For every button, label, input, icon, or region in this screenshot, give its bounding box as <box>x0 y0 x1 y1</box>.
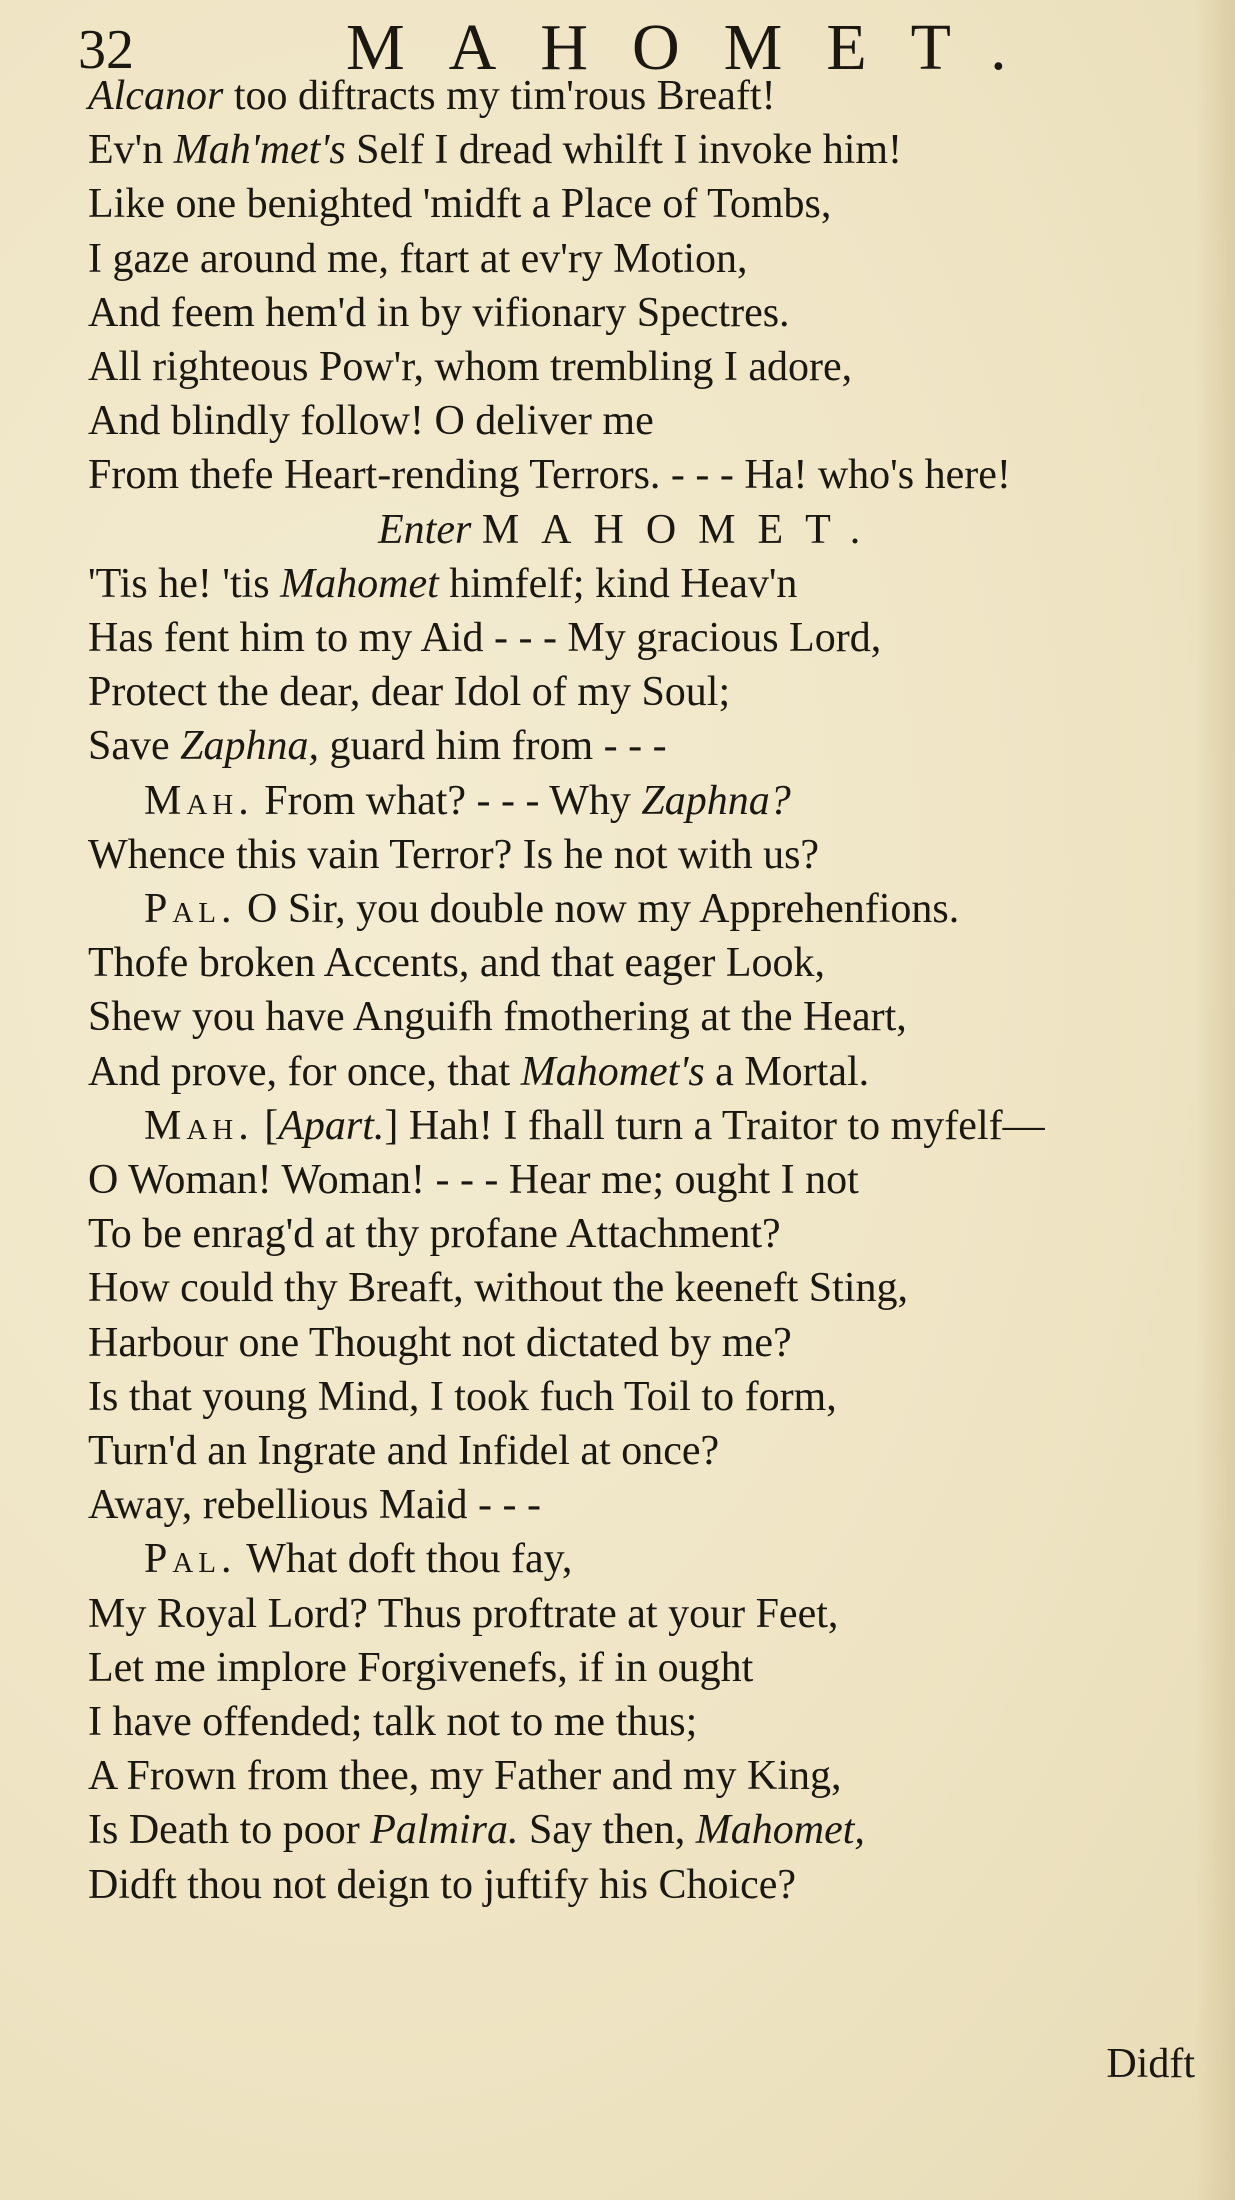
italic-text: Apart. <box>278 1102 385 1149</box>
page-edge-shadow <box>1195 0 1235 2200</box>
verse-line <box>88 1748 842 1804</box>
text-run: Turn'd an Ingrate and Infidel at once? <box>88 1428 720 1474</box>
text-run: Is that young Mind, I took fuch Toil to form, <box>88 1373 837 1420</box>
running-title: MAHOMET. <box>346 11 1051 84</box>
text-run: How could thy Breaft, without the keeneft Sting, <box>88 1265 909 1312</box>
verse-line <box>88 827 819 883</box>
verse-line <box>88 339 852 395</box>
speaker-name: Mah. <box>144 777 254 824</box>
text-run: All righteous Pow'r, whom trembling I adore, <box>88 344 853 390</box>
verse-line <box>88 1857 796 1913</box>
text-run: Let me implore Forgivenefs, if in ought <box>88 1644 754 1691</box>
text-run: Protect the dear, dear Idol of my Soul; <box>88 669 731 716</box>
verse-line <box>88 664 730 720</box>
text-run: My Royal Lord? Thus proftrate at your Feet, <box>88 1590 839 1637</box>
verse-line <box>88 68 776 124</box>
text-run: Like one benighted 'midft a Place of Tombs, <box>88 181 832 228</box>
speaker-line <box>144 881 959 937</box>
verse-line <box>88 447 1011 503</box>
italic-text: Mah'met's <box>173 127 346 174</box>
text-run: Didft thou not deign to juftify his Choice? <box>88 1861 797 1908</box>
verse-line <box>88 176 831 232</box>
text-run: From what? - - - Why <box>253 777 642 824</box>
verse-line <box>88 989 907 1045</box>
text-run: A Frown from thee, my Father and my King, <box>88 1753 842 1800</box>
speaker-line <box>144 1531 572 1587</box>
stage-direction <box>378 502 882 558</box>
verse-line <box>88 231 748 287</box>
text-run: I have offended; talk not to me thus; <box>88 1699 698 1745</box>
speaker-name: Pal. <box>144 1536 237 1583</box>
text-run: guard him from - - - <box>319 723 667 770</box>
verse-line <box>88 1586 838 1642</box>
speaker-line <box>144 1098 1045 1154</box>
italic-text: Zaphna, <box>180 723 320 770</box>
verse-line <box>88 1802 865 1858</box>
italic-text: Zaphna? <box>641 777 791 824</box>
text-run <box>471 507 482 553</box>
text-run: ] Hah! I fhall turn a Traitor to myfelf— <box>384 1102 1045 1149</box>
verse-line <box>88 718 667 774</box>
verse-line <box>88 1694 697 1750</box>
text-run: Self I dread whilft I invoke him! <box>345 127 903 174</box>
italic-text: Palmira. <box>370 1807 519 1854</box>
text-run: Save <box>88 723 181 770</box>
text-run: And feem hem'd in by vifionary Spectres. <box>88 289 790 336</box>
text-run: Say then, <box>518 1807 696 1854</box>
catchword: Didft <box>1106 2041 1195 2087</box>
verse-line <box>88 1423 719 1479</box>
text-run: What doft thou fay, <box>236 1536 573 1583</box>
text-run: Has fent him to my Aid - - - My gracious Lord, <box>88 615 882 661</box>
verse-line <box>88 1640 753 1696</box>
text-run: 'Tis he! 'tis <box>88 560 281 607</box>
text-run: And blindly follow! O deliver me <box>88 398 654 445</box>
text-run: To be enrag'd at thy profane Attachment? <box>88 1211 781 1258</box>
text-run: Ev'n <box>88 127 174 174</box>
text-run: MAHOMET. <box>481 506 883 553</box>
verse-line <box>88 393 654 449</box>
text-run: Away, rebellious Maid - - - <box>88 1482 541 1529</box>
speaker-line <box>144 773 791 829</box>
text-run: O Sir, you double now my Apprehenfions. <box>236 886 960 932</box>
page-number: 32 <box>78 19 134 81</box>
verse-line <box>88 1152 859 1208</box>
verse-line <box>88 1315 792 1371</box>
italic-text: Mahomet <box>280 560 439 607</box>
italic-text: Enter <box>378 506 472 553</box>
speaker-name: Pal. <box>144 886 237 932</box>
text-run: Shew you have Anguifh fmothering at the Heart, <box>88 994 907 1041</box>
text-run: [ <box>253 1102 279 1149</box>
verse-line <box>88 1206 781 1262</box>
verse-line <box>88 556 797 612</box>
text-run: O Woman! Woman! - - - Hear me; ought I not <box>88 1157 859 1203</box>
verse-line <box>88 610 881 666</box>
text-run: himfelf; kind Heav'n <box>438 560 798 607</box>
text-run: a Mortal. <box>704 1048 870 1095</box>
verse-line <box>88 285 790 341</box>
verse-line <box>88 1044 869 1100</box>
text-run: Thofe broken Accents, and that eager Look, <box>88 940 826 987</box>
verse-line <box>88 1477 541 1533</box>
italic-text: Mahomet's <box>520 1048 705 1095</box>
text-run: And prove, for once, that <box>88 1048 521 1095</box>
speaker-name: Mah. <box>144 1102 254 1149</box>
verse-line <box>88 122 902 178</box>
text-run: From thefe Heart-rending Terrors. - - - Ha! who's here! <box>88 452 1011 499</box>
italic-text: Mahomet, <box>695 1807 865 1854</box>
text-run: Is Death to poor <box>88 1807 371 1854</box>
text-run: Whence this vain Terror? Is he not with us? <box>88 831 820 878</box>
verse-line <box>88 1260 908 1316</box>
verse-line <box>88 935 825 991</box>
text-run: too diftracts my tim'rous Breaft! <box>223 73 776 119</box>
italic-text: Alcanor <box>88 73 224 119</box>
text-run: I gaze around me, ftart at ev'ry Motion, <box>88 235 748 282</box>
text-run: Harbour one Thought not dictated by me? <box>88 1319 792 1366</box>
verse-line <box>88 1369 837 1425</box>
